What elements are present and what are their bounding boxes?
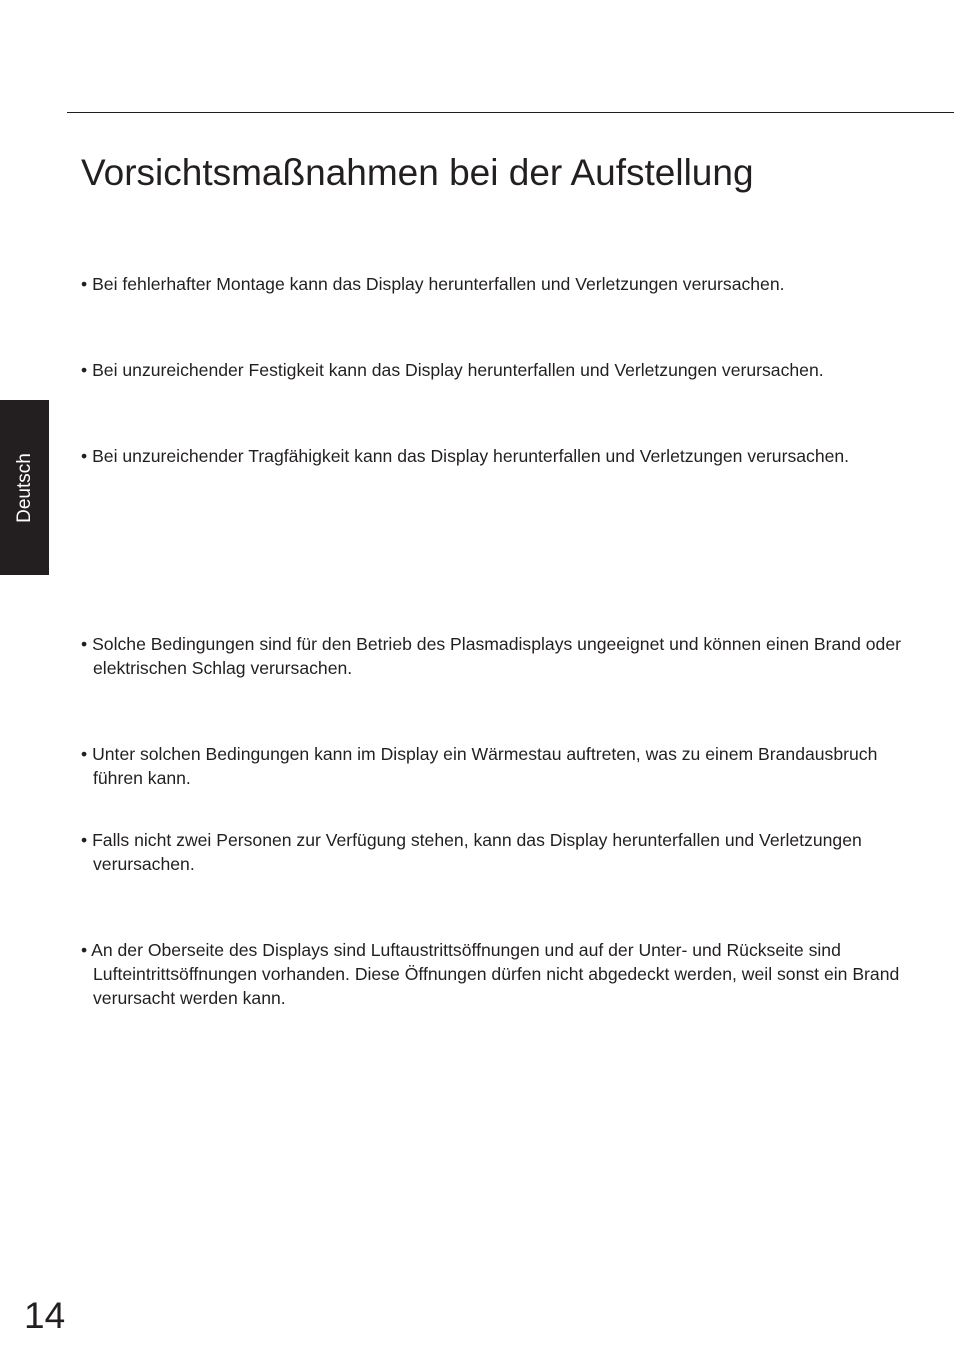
- warning-item-4: [81, 632, 908, 680]
- warning-item-5: [81, 742, 908, 790]
- warning-item-7: [81, 938, 908, 1010]
- warning-text: Solche Bedingungen sind für den Betrieb des Plasmadisplays ungeeignet und können einen Brand oder elektrischen Schlag verursachen.: [92, 634, 901, 678]
- bullet-marker: •: [81, 634, 88, 654]
- warning-text: Bei unzureichender Tragfähigkeit kann das Display herunterfallen und Verletzungen verursachen.: [92, 446, 850, 466]
- warning-item-3: [81, 444, 908, 468]
- top-rule: [67, 112, 954, 113]
- warning-item-1: [81, 272, 908, 296]
- bullet-marker: •: [81, 744, 88, 764]
- bullet-marker: •: [81, 830, 88, 850]
- warning-text: Unter solchen Bedingungen kann im Display ein Wärmestau auftreten, was zu einem Brandausbruch führen kann.: [92, 744, 878, 788]
- warning-item-6: [81, 828, 908, 876]
- warning-item-2: [81, 358, 908, 382]
- bullet-marker: •: [81, 360, 88, 380]
- bullet-marker: •: [81, 940, 88, 960]
- bullet-marker: •: [81, 446, 88, 466]
- page-title: Vorsichtsmaßnahmen bei der Aufstellung: [81, 152, 754, 193]
- language-side-tab: [0, 400, 49, 575]
- bullet-marker: •: [81, 274, 88, 294]
- warning-text: Falls nicht zwei Personen zur Verfügung stehen, kann das Display herunterfallen und Verletzungen verursachen.: [92, 830, 862, 874]
- language-tab-label: Deutsch: [13, 452, 35, 523]
- warning-text: Bei unzureichender Festigkeit kann das Display herunterfallen und Verletzungen verursachen.: [92, 360, 824, 380]
- page-number: 14: [24, 1295, 66, 1336]
- warning-text: An der Oberseite des Displays sind Luftaustrittsöffnungen und auf der Unter- und Rückseite sind Lufteintrittsöffnungen vorhanden. Diese Öffnungen dürfen nicht abgedeckt werden, weil sonst ein Brand verursacht werden kann.: [91, 940, 900, 1008]
- warning-text: Bei fehlerhafter Montage kann das Display herunterfallen und Verletzungen verursachen.: [92, 274, 785, 294]
